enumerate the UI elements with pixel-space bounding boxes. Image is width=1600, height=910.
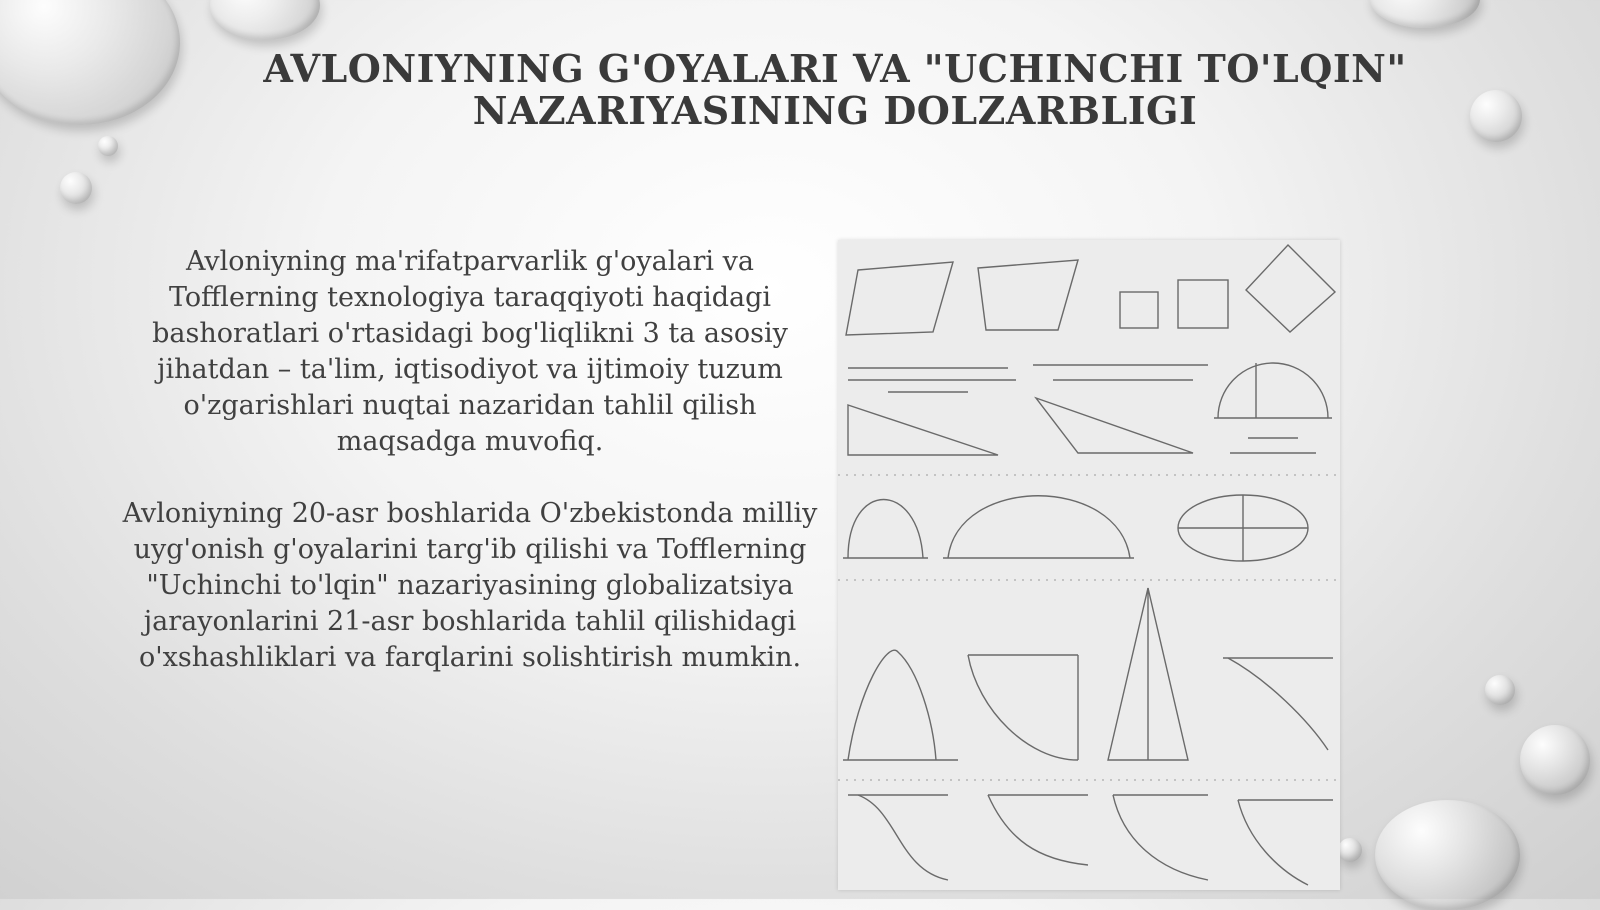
- water-drop-decoration: [1375, 800, 1520, 910]
- water-drop-decoration: [1485, 675, 1515, 705]
- arc-shape: [948, 496, 1130, 558]
- water-drop-decoration: [210, 0, 320, 40]
- square-shape: [1120, 292, 1158, 328]
- parallelogram-shape: [978, 260, 1078, 330]
- water-drop-decoration: [1520, 725, 1590, 795]
- curve-shape: [1238, 800, 1308, 885]
- curve-shape: [1228, 658, 1328, 750]
- curve-shape: [858, 795, 948, 880]
- curve-shape: [848, 650, 936, 760]
- parallelogram-shape: [846, 262, 953, 335]
- slide-title: AVLONIYNING G'OYALARI VA "UCHINCHI TO'LQIN" NAZARIYASINING DOLZARBLIGI: [263, 46, 1407, 133]
- arc-shape: [848, 500, 923, 559]
- geometry-drawing: [838, 240, 1340, 890]
- geometry-plate-image: [838, 240, 1340, 890]
- body-paragraph: Avloniyning ma'rifatparvarlik g'oyalari va Tofflerning texnologiya taraqqiyoti haqidagi bashoratlari o'rtasidagi bog'liqlikni 3 ta asosiy jihatdan – ta'lim, iqtisodiyot va ijtimoiy tuzum o'zgarishlari nuqtai nazaridan tahlil qilish maqsadga muvofiq.: [152, 246, 788, 457]
- curve-shape: [988, 795, 1088, 865]
- triangle-shape: [848, 405, 998, 455]
- triangle-shape: [1036, 398, 1193, 453]
- semicircle-shape: [1218, 363, 1328, 418]
- slide-body: [120, 244, 820, 712]
- water-drop-decoration: [1338, 838, 1362, 862]
- square-shape: [1178, 280, 1228, 328]
- water-drop-decoration: [60, 172, 92, 204]
- water-drop-decoration: [1370, 0, 1480, 28]
- diamond-shape: [1246, 245, 1335, 332]
- water-drop-decoration: [98, 136, 118, 156]
- curve-shape: [968, 655, 1078, 760]
- body-paragraph: Avloniyning 20-asr boshlarida O'zbekistonda milliy uyg'onish g'oyalarini targ'ib qilishi va Tofflerning "Uchinchi to'lqin" nazariyasining globalizatsiya jarayonlarini 21-asr boshlarida tahlil qilishidagi o'xshashliklari va farqlarini solishtirish mumkin.: [122, 498, 818, 673]
- curve-shape: [1113, 795, 1208, 880]
